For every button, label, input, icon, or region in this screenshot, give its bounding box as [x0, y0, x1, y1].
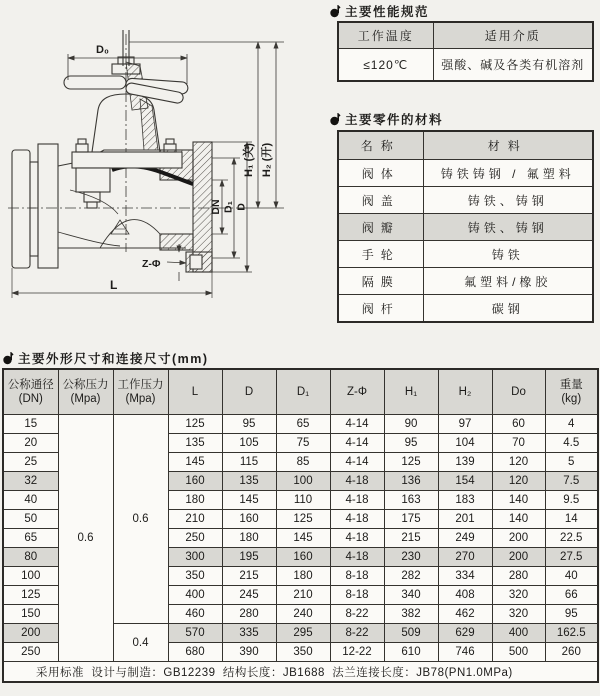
cell-value: 8-18 — [330, 567, 384, 586]
cell-value: 334 — [438, 567, 492, 586]
cell-value: 210 — [276, 586, 330, 605]
section-bullet-icon — [330, 113, 341, 126]
cell-value: 125 — [168, 415, 222, 434]
header-line: D — [244, 386, 254, 398]
cell-value: 105 — [222, 434, 276, 453]
table-row — [338, 187, 593, 214]
cell-value: 280 — [222, 605, 276, 624]
header-line: 重量 — [559, 379, 583, 391]
column-header — [384, 369, 438, 415]
performance-section-title — [330, 2, 429, 20]
cell-value: 162.5 — [545, 624, 598, 643]
dimensions-section-title — [3, 349, 209, 367]
section-bullet-icon — [3, 352, 14, 365]
cell-value: 270 — [438, 548, 492, 567]
header-line: H₁ — [404, 386, 418, 398]
cell-value: 140 — [492, 491, 545, 510]
header-line: 公称通径 — [7, 379, 54, 391]
column-header — [545, 369, 598, 415]
cell-value: 160 — [168, 472, 222, 491]
cell-value: 8-18 — [330, 586, 384, 605]
cell-value: 200 — [492, 548, 545, 567]
cell-value: 240 — [276, 605, 330, 624]
cell-value: 462 — [438, 605, 492, 624]
cell-value: 4-14 — [330, 453, 384, 472]
handwheel-bar-left — [64, 76, 126, 89]
cell-value: 4-18 — [330, 491, 384, 510]
cell-value: 140 — [492, 510, 545, 529]
cell-material: 碳钢 — [423, 295, 593, 323]
cell-value: 250 — [168, 529, 222, 548]
cell-dn: 50 — [3, 510, 58, 529]
cell-value: 180 — [276, 567, 330, 586]
materials-table-body — [338, 131, 593, 322]
cell-value: 300 — [168, 548, 222, 567]
cell-value: 350 — [276, 643, 330, 662]
cell-value: 135 — [168, 434, 222, 453]
header-line: (kg) — [561, 393, 582, 405]
cell-value: 201 — [438, 510, 492, 529]
column-header — [58, 369, 113, 415]
section-bullet-icon — [330, 5, 341, 18]
cell-value: 350 — [168, 567, 222, 586]
cell-dn: 20 — [3, 434, 58, 453]
column-header — [168, 369, 222, 415]
table-header-row — [338, 131, 593, 160]
cell-value: 95 — [545, 605, 598, 624]
cell-material: 氟塑料/橡胶 — [423, 268, 593, 295]
column-header — [438, 369, 492, 415]
dim-table-body — [3, 415, 598, 662]
cell-value: 70 — [492, 434, 545, 453]
cell-value: 104 — [438, 434, 492, 453]
cell-value: 249 — [438, 529, 492, 548]
cell-value: 160 — [222, 510, 276, 529]
cell-value: 4-18 — [330, 548, 384, 567]
bolt-hole — [190, 255, 202, 269]
cell-part-name: 阀盖 — [338, 187, 423, 214]
cell-value: 100 — [276, 472, 330, 491]
cell-material: 铸铁 — [423, 241, 593, 268]
label-d0: D₀ — [96, 44, 109, 56]
column-header — [222, 369, 276, 415]
column-header: 工作温度 — [338, 22, 433, 49]
cell-value: 75 — [276, 434, 330, 453]
cell-value: 215 — [222, 567, 276, 586]
valve-section-drawing — [0, 0, 302, 348]
table-footer-row — [3, 662, 598, 683]
cell-value: 139 — [438, 453, 492, 472]
cell-value: 120 — [492, 472, 545, 491]
column-header: 适用介质 — [433, 22, 593, 49]
leader-zphi — [167, 262, 186, 263]
cell-dn: 250 — [3, 643, 58, 662]
cell-media: 强酸、碱及各类有机溶剂 — [433, 49, 593, 82]
left-flange-ring — [38, 144, 58, 268]
cell-material: 铸铁、铸钢 — [423, 187, 593, 214]
header-line: 公称压力 — [62, 379, 109, 391]
cell-value: 4 — [545, 415, 598, 434]
cell-value: 9.5 — [545, 491, 598, 510]
cell-value: 245 — [222, 586, 276, 605]
label-zphi: Z-Φ — [142, 258, 161, 270]
section-title-text: 主要性能规范 — [345, 5, 430, 19]
cell-value: 180 — [222, 529, 276, 548]
cell-value: 97 — [438, 415, 492, 434]
cell-value: 135 — [222, 472, 276, 491]
left-flange-disc — [12, 150, 30, 268]
cell-value: 8-22 — [330, 624, 384, 643]
weir-curve — [100, 220, 160, 248]
body-boss — [76, 168, 110, 192]
cell-value: 95 — [384, 434, 438, 453]
cell-value: 295 — [276, 624, 330, 643]
section-title-text: 主要零件的材料 — [345, 113, 444, 127]
header-line: H₂ — [458, 386, 472, 398]
cell-value: 163 — [384, 491, 438, 510]
cell-value: 22.5 — [545, 529, 598, 548]
cell-value: 215 — [384, 529, 438, 548]
cell-value: 629 — [438, 624, 492, 643]
cell-value: 610 — [384, 643, 438, 662]
cell-value: 145 — [276, 529, 330, 548]
cell-value: 570 — [168, 624, 222, 643]
cell-value: 120 — [492, 453, 545, 472]
cell-temperature: ≤120℃ — [338, 49, 433, 82]
cell-value: 500 — [492, 643, 545, 662]
table-row — [338, 241, 593, 268]
cell-value: 95 — [222, 415, 276, 434]
cell-value: 400 — [492, 624, 545, 643]
table-row — [338, 214, 593, 241]
cell-value: 145 — [168, 453, 222, 472]
header-line: D₁ — [296, 386, 310, 398]
performance-table — [337, 21, 594, 82]
cell-value: 390 — [222, 643, 276, 662]
cell-value: 136 — [384, 472, 438, 491]
label-h2: H₂ (开) — [261, 142, 273, 178]
materials-table — [337, 130, 594, 323]
label-h1: H₁ (关) — [243, 143, 255, 177]
cell-material: 铸铁、铸钢 — [423, 214, 593, 241]
cell-value: 340 — [384, 586, 438, 605]
column-header — [330, 369, 384, 415]
dimensions-table — [2, 368, 599, 683]
cell-value: 320 — [492, 605, 545, 624]
header-line: Z-Φ — [346, 386, 368, 398]
cell-value: 4-14 — [330, 434, 384, 453]
cell-value: 4-18 — [330, 529, 384, 548]
cell-value: 4-18 — [330, 510, 384, 529]
valve-diagram-svg — [0, 0, 302, 348]
cell-dn: 65 — [3, 529, 58, 548]
cell-value: 40 — [545, 567, 598, 586]
table-row — [338, 295, 593, 323]
cell-value: 7.5 — [545, 472, 598, 491]
cell-value: 260 — [545, 643, 598, 662]
table-row — [338, 268, 593, 295]
cell-value: 408 — [438, 586, 492, 605]
cell-dn: 40 — [3, 491, 58, 510]
left-flange-face — [30, 162, 38, 256]
cell-value: 280 — [492, 567, 545, 586]
cell-value: 27.5 — [545, 548, 598, 567]
cell-value: 12-22 — [330, 643, 384, 662]
materials-section-title — [330, 110, 443, 128]
cell-value: 175 — [384, 510, 438, 529]
label-d1: D₁ — [222, 201, 235, 213]
cell-value: 680 — [168, 643, 222, 662]
cell-value: 160 — [276, 548, 330, 567]
bolt-left — [76, 144, 88, 152]
cell-value: 4-14 — [330, 415, 384, 434]
cell-value: 125 — [276, 510, 330, 529]
cell-dn: 15 — [3, 415, 58, 434]
cell-value: 60 — [492, 415, 545, 434]
table-row — [338, 160, 593, 187]
cell-value: 335 — [222, 624, 276, 643]
cell-value: 85 — [276, 453, 330, 472]
cell-dn: 32 — [3, 472, 58, 491]
cell-value: 180 — [168, 491, 222, 510]
cell-working-pressure: 0.6 — [113, 415, 168, 624]
cell-value: 320 — [492, 586, 545, 605]
cell-value: 115 — [222, 453, 276, 472]
cell-value: 14 — [545, 510, 598, 529]
cell-value: 183 — [438, 491, 492, 510]
dim-header-row — [3, 369, 598, 415]
cell-value: 746 — [438, 643, 492, 662]
cell-value: 66 — [545, 586, 598, 605]
label-dn: DN — [210, 199, 222, 215]
cell-dn: 100 — [3, 567, 58, 586]
header-line: 工作压力 — [117, 379, 164, 391]
cell-part-name: 阀杆 — [338, 295, 423, 323]
header-line: L — [191, 386, 199, 398]
pipe-wall-lower — [160, 234, 193, 250]
drain-plug — [87, 202, 97, 208]
cell-value: 125 — [384, 453, 438, 472]
label-d: D — [235, 203, 248, 211]
cell-value: 509 — [384, 624, 438, 643]
cell-value: 230 — [384, 548, 438, 567]
table-header-row — [338, 22, 593, 49]
cell-value: 460 — [168, 605, 222, 624]
cell-dn: 80 — [3, 548, 58, 567]
standards-note: 采用标准 设计与制造：GB12239 结构长度：JB1688 法兰连接长度：JB78(PN1.0MPa) — [3, 662, 598, 683]
column-header: 材料 — [423, 131, 593, 160]
cell-value: 110 — [276, 491, 330, 510]
section-title-text: 主要外形尺寸和连接尺寸(mm) — [18, 352, 209, 366]
column-header — [276, 369, 330, 415]
cell-part-name: 阀体 — [338, 160, 423, 187]
cell-dn: 200 — [3, 624, 58, 643]
cell-material: 铸铁铸钢 / 氟塑料 — [423, 160, 593, 187]
cell-value: 65 — [276, 415, 330, 434]
bonnet-flange — [72, 152, 182, 168]
column-header — [3, 369, 58, 415]
label-l: L — [110, 278, 118, 292]
cell-nominal-pressure: 0.6 — [58, 415, 113, 662]
header-line: Do — [511, 386, 526, 398]
cell-value: 382 — [384, 605, 438, 624]
cell-dn: 25 — [3, 453, 58, 472]
cell-part-name: 手轮 — [338, 241, 423, 268]
column-header — [113, 369, 168, 415]
cell-value: 210 — [168, 510, 222, 529]
cell-value: 8-22 — [330, 605, 384, 624]
cell-value: 4-18 — [330, 472, 384, 491]
header-line: (Mpa) — [125, 393, 156, 405]
cell-dn: 150 — [3, 605, 58, 624]
cell-value: 145 — [222, 491, 276, 510]
cell-value: 154 — [438, 472, 492, 491]
cell-value: 4.5 — [545, 434, 598, 453]
cell-value: 195 — [222, 548, 276, 567]
header-line: (Mpa) — [70, 393, 101, 405]
table-row — [3, 415, 598, 434]
cell-working-pressure: 0.4 — [113, 624, 168, 662]
cell-part-name: 隔膜 — [338, 268, 423, 295]
cell-part-name: 阀瓣 — [338, 214, 423, 241]
cell-value: 282 — [384, 567, 438, 586]
cell-value: 90 — [384, 415, 438, 434]
cell-dn: 125 — [3, 586, 58, 605]
cell-value: 400 — [168, 586, 222, 605]
header-line: (DN) — [18, 393, 43, 405]
table-row — [338, 49, 593, 82]
column-header: 名称 — [338, 131, 423, 160]
cell-value: 5 — [545, 453, 598, 472]
column-header — [492, 369, 545, 415]
cell-value: 200 — [492, 529, 545, 548]
